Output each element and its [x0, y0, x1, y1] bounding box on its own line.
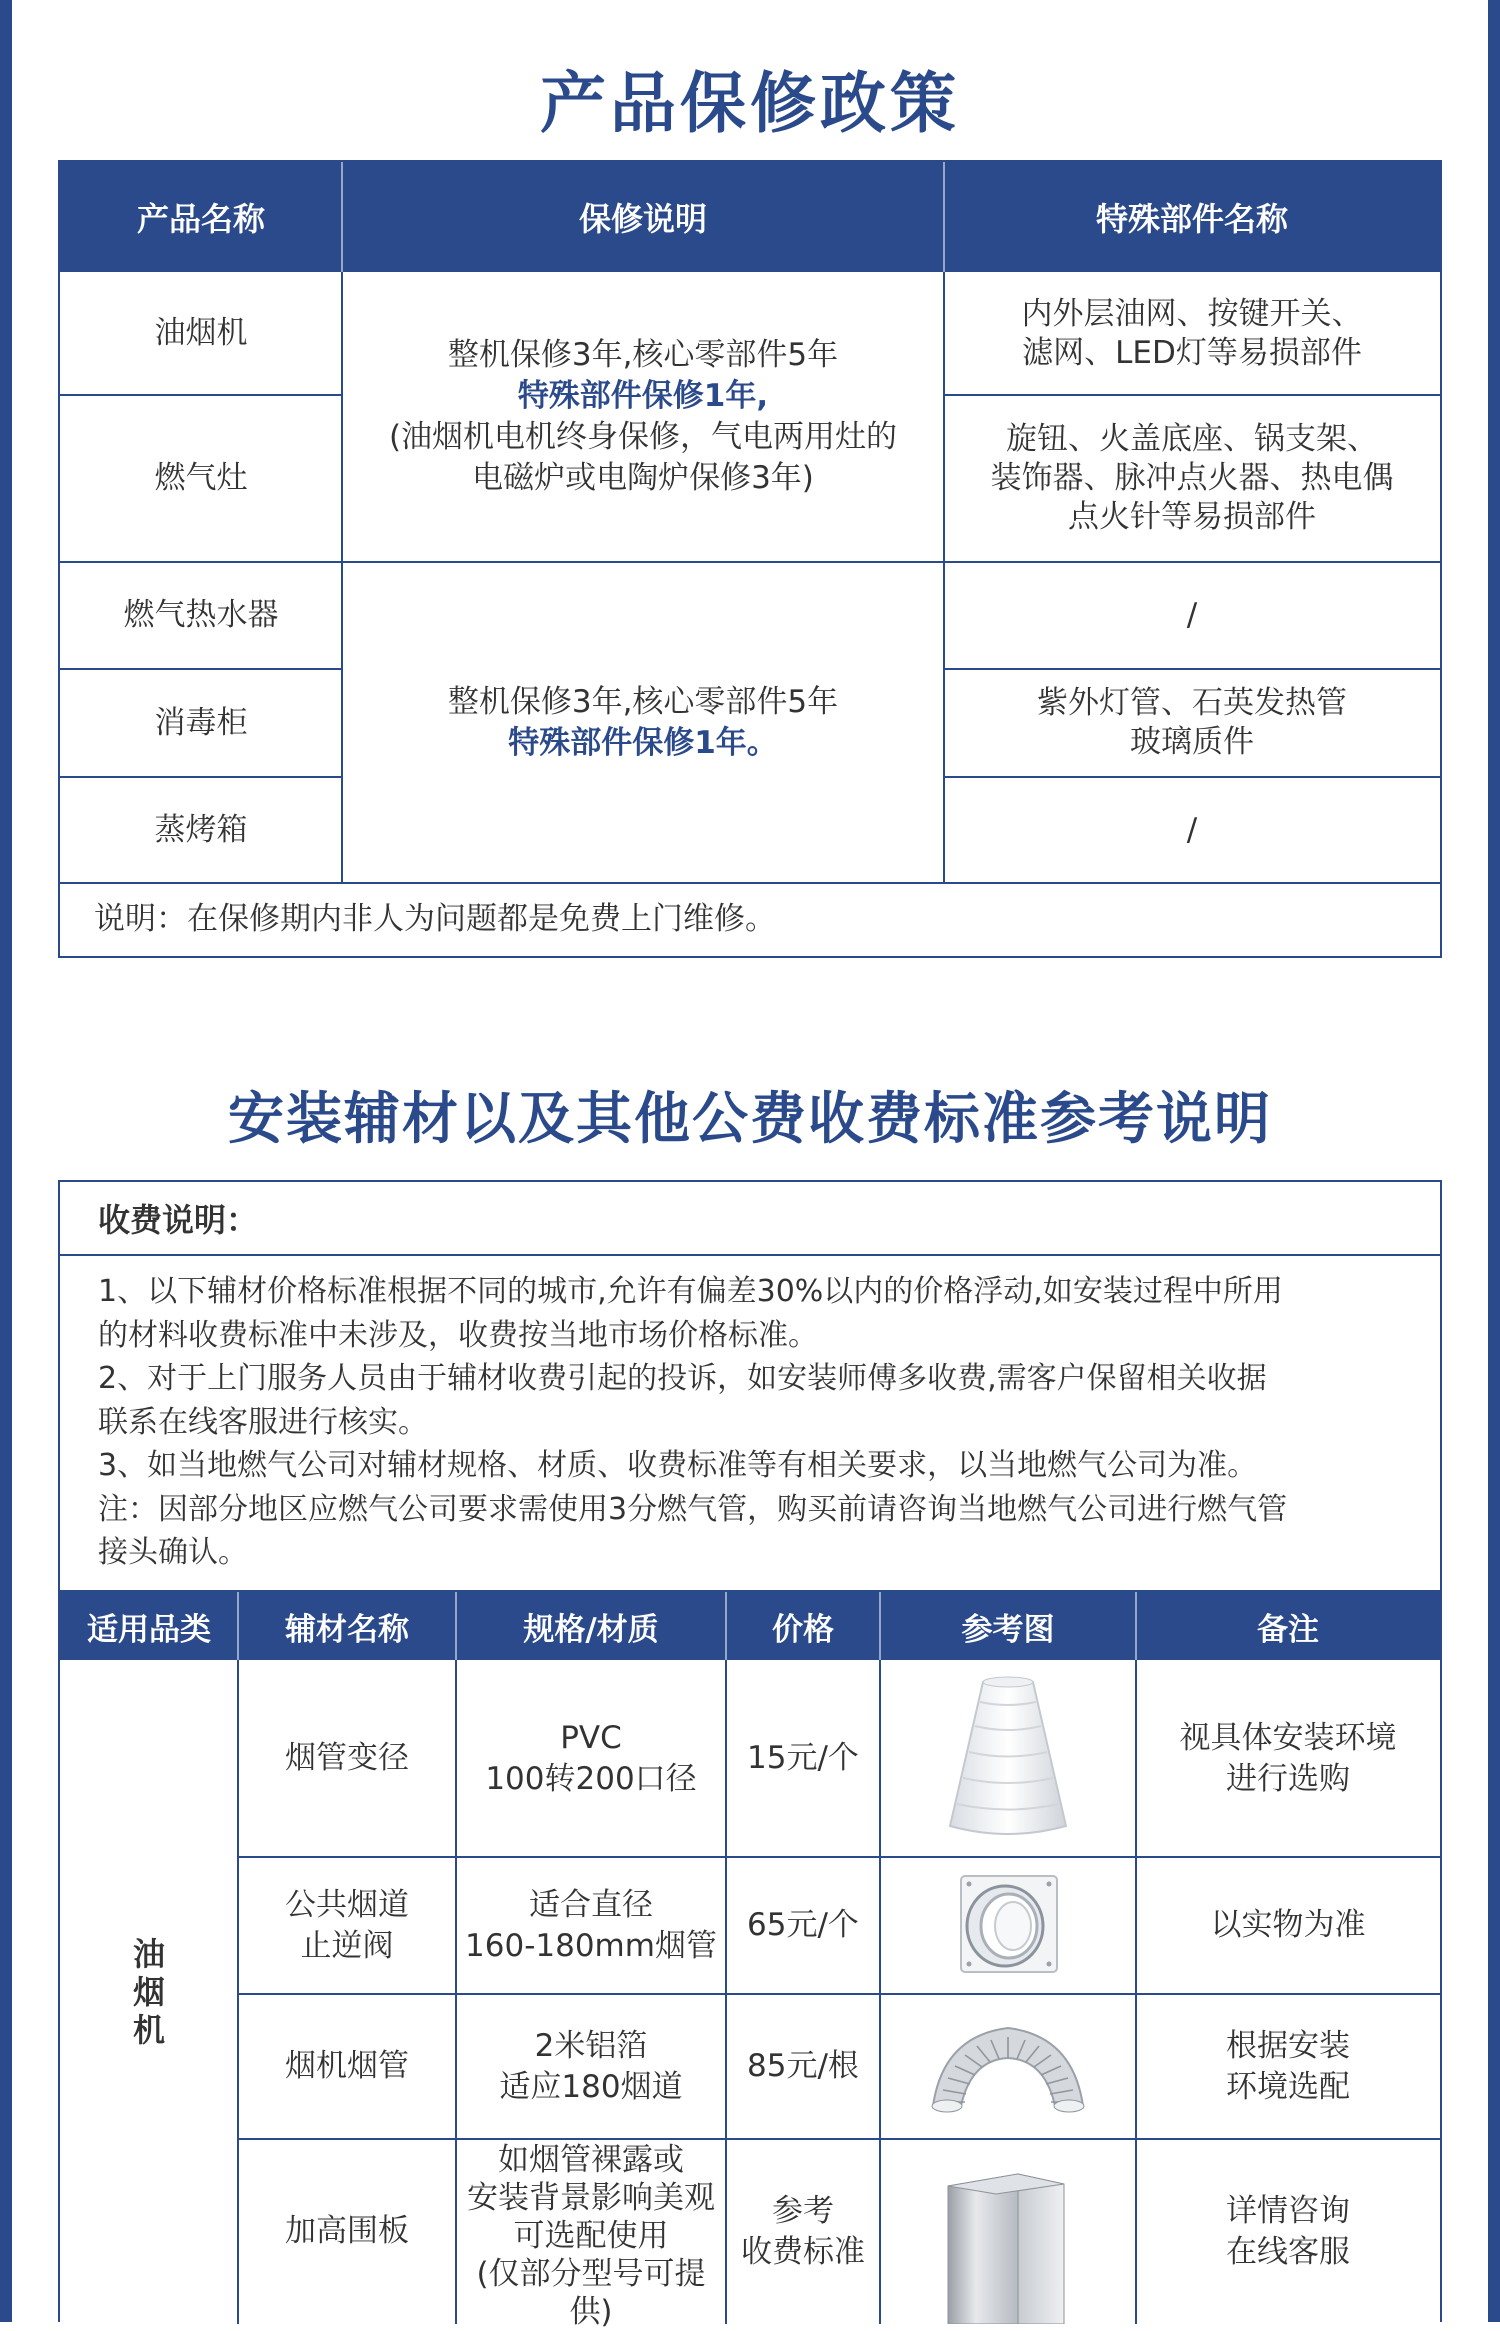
col-material-name: 辅材名称 [238, 1592, 456, 1660]
fees-note-line: 2、对于上门服务人员由于辅材收费引起的投诉，如安装师傅多收费,需客户保留相关收据 [98, 1361, 1267, 1396]
row1-image-cell [880, 1660, 1136, 1857]
parts-water-heater: / [1186, 597, 1198, 633]
fees-note-line: 注：因部分地区应燃气公司要求需使用3分燃气管，购买前请咨询当地燃气公司进行燃气管 [98, 1491, 1288, 1527]
header-product-name: 产品名称 [60, 162, 342, 272]
product-steam-oven: 蒸烤箱 [154, 811, 248, 848]
row4-note: 详情咨询 在线客服 [1226, 2192, 1350, 2270]
col-note: 备注 [1136, 1592, 1440, 1660]
row2-spec: 适合直径 160-180mm烟管 [465, 1886, 717, 1964]
row1-note: 视具体安装环境 进行选购 [1179, 1719, 1397, 1797]
col-image: 参考图 [880, 1592, 1136, 1660]
product-range-hood: 油烟机 [154, 315, 248, 351]
row4-image-cell [880, 2139, 1136, 2324]
fees-note-line: 1、以下辅材价格标准根据不同的城市,允许有偏差30%以内的价格浮动,如安装过程中所用 [98, 1274, 1283, 1309]
check-valve-image [943, 1868, 1073, 1983]
row3-spec: 2米铝箔 适应180烟道 [499, 2027, 683, 2105]
row2-note: 以实物为准 [1210, 1907, 1366, 1943]
header-special-parts: 特殊部件名称 [944, 162, 1440, 272]
product-gas-stove: 燃气灶 [154, 460, 248, 496]
row2-price: 65元/个 [747, 1907, 859, 1943]
warranty-desc-group1: 整机保修3年,核心零部件5年 特殊部件保修1年, (油烟机电机终身保修，气电两用灶的 电磁炉或电陶炉保修3年) [388, 337, 898, 496]
row3-image-cell [880, 1994, 1136, 2139]
col-price: 价格 [726, 1592, 880, 1660]
col-spec: 规格/材质 [456, 1592, 726, 1660]
cover-panel-image [938, 2164, 1078, 2324]
parts-gas-stove: 旋钮、火盖底座、锅支架、 装饰器、脉冲点火器、热电偶 点火针等易损部件 [990, 421, 1394, 535]
fees-note-line: 接头确认。 [98, 1535, 248, 1570]
row3-note: 根据安装 环境选配 [1226, 2027, 1350, 2105]
parts-range-hood: 内外层油网、按键开关、 滤网、LED灯等易损部件 [1021, 295, 1363, 371]
warranty-table [58, 160, 1442, 958]
fees-title: 安装辅材以及其他公费收费标准参考说明 [228, 1087, 1272, 1152]
row2-name: 公共烟道 止逆阀 [285, 1886, 409, 1964]
row4-spec: 如烟管裸露或 安装背景影响美观 可选配使用 (仅部分型号可提供) [467, 2141, 715, 2330]
fees-section-label: 收费说明： [98, 1201, 259, 1239]
row2-image-cell [880, 1857, 1136, 1994]
right-border [1488, 0, 1500, 2322]
warranty-title: 产品保修政策 [540, 65, 960, 142]
row1-name: 烟管变径 [285, 1740, 409, 1776]
row1-spec: PVC 100转200口径 [485, 1719, 697, 1797]
left-border [0, 0, 12, 2322]
row3-price: 85元/根 [747, 2048, 859, 2084]
row4-price: 参考 收费标准 [741, 2192, 865, 2270]
fees-note-line: 的材料收费标准中未涉及，收费按当地市场价格标准。 [98, 1317, 818, 1353]
fees-note-line: 联系在线客服进行核实。 [98, 1404, 428, 1440]
header-warranty-desc: 保修说明 [342, 162, 944, 272]
warranty-desc-group2: 整机保修3年,核心零部件5年 特殊部件保修1年。 [447, 683, 839, 761]
fees-notes [98, 1270, 1418, 1575]
foil-duct-image [923, 2014, 1093, 2119]
fees-table [58, 1180, 1442, 2330]
parts-disinfection-cabinet: 紫外灯管、石英发热管 玻璃质件 [1037, 685, 1347, 760]
category-range-hood: 油 烟 机 [132, 1935, 165, 2049]
reducer-cone-image [938, 1674, 1078, 1844]
fees-note-line: 3、如当地燃气公司对辅材规格、材质、收费标准等有相关要求，以当地燃气公司为准。 [98, 1448, 1258, 1483]
parts-steam-oven: / [1186, 811, 1198, 848]
row3-name: 烟机烟管 [285, 2048, 409, 2084]
row1-price: 15元/个 [747, 1740, 859, 1776]
row4-name: 加高围板 [285, 2213, 409, 2249]
product-water-heater: 燃气热水器 [123, 597, 279, 633]
product-disinfection-cabinet: 消毒柜 [154, 704, 248, 741]
warranty-note: 说明：在保修期内非人为问题都是免费上门维修。 [94, 901, 776, 937]
col-category: 适用品类 [60, 1592, 238, 1660]
